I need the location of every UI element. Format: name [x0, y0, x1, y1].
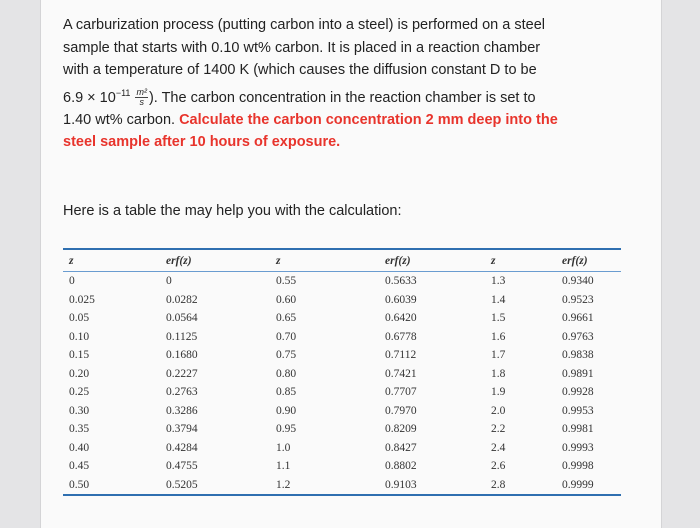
header-erf-2: erf(z) [385, 254, 411, 267]
erf-cell: 0.9891 [562, 367, 594, 380]
question-line-6 [63, 131, 623, 154]
question-card [40, 0, 662, 528]
erf-cell: 0.8209 [385, 423, 417, 436]
question-line-2: sample that starts with 0.10 wt% carbon. It is placed in a reaction chamber [63, 39, 541, 56]
erf-cell: 0.6039 [385, 293, 417, 306]
table-row [63, 402, 621, 421]
z-cell: 0.50 [69, 478, 90, 491]
z-cell: 0.40 [69, 441, 90, 454]
question-task-highlight: Calculate the carbon concentration 2 mm deep into the [179, 111, 558, 128]
z-cell: 0.35 [69, 423, 90, 436]
z-cell: 0.025 [69, 293, 95, 306]
table-row [63, 309, 621, 328]
erf-cell: 0.2763 [166, 386, 198, 399]
table-row [63, 291, 621, 310]
table-row [63, 328, 621, 347]
table-row [63, 272, 621, 291]
z-cell: 0.30 [69, 404, 90, 417]
diffusion-unit-fraction [135, 88, 148, 107]
erf-cell: 0.3286 [166, 404, 198, 417]
erf-cell: 0.5633 [385, 275, 417, 288]
table-body [63, 272, 621, 494]
erf-cell: 0.1125 [166, 330, 198, 343]
erf-cell: 0.6420 [385, 312, 417, 325]
table-row [63, 476, 621, 495]
z-cell: 2.2 [491, 423, 506, 436]
z-cell: 0.45 [69, 460, 90, 473]
z-cell: 0.60 [276, 293, 297, 306]
z-cell: 1.4 [491, 293, 506, 306]
helper-text: Here is a table the may help you with the calculation: [63, 203, 402, 219]
z-cell: 0.70 [276, 330, 297, 343]
question-line-1: A carburization process (putting carbon into a steel) is performed on a steel [63, 17, 545, 33]
erf-table [63, 248, 621, 496]
erf-cell: 0.7112 [385, 349, 417, 362]
z-cell: 0.85 [276, 386, 297, 399]
question-line-5-normal: 1.40 wt% carbon. [63, 111, 176, 128]
erf-cell: 0.9103 [385, 478, 417, 491]
erf-cell: 0.9838 [562, 349, 594, 362]
table-row [63, 457, 621, 476]
header-erf-1: erf(z) [166, 254, 192, 267]
erf-cell: 0.7421 [385, 367, 417, 380]
erf-cell: 0.7970 [385, 404, 417, 417]
erf-cell: 0.4755 [166, 460, 198, 473]
question-line-3: with a temperature of 1400 K (which causes the diffusion constant D to be [63, 62, 537, 78]
question-task-highlight-2: steel sample after 10 hours of exposure. [63, 134, 341, 151]
erf-cell: 0.3794 [166, 423, 198, 436]
table-bottom-rule [63, 494, 621, 496]
erf-cell: 0 [166, 275, 172, 288]
z-cell: 2.4 [491, 441, 506, 454]
table-row [63, 346, 621, 365]
erf-cell: 0.7707 [385, 386, 417, 399]
z-cell: 1.0 [276, 441, 291, 454]
erf-cell: 0.9953 [562, 404, 594, 417]
erf-cell: 0.9981 [562, 423, 594, 436]
unit-denominator: s [139, 97, 144, 107]
z-cell: 2.6 [491, 460, 506, 473]
erf-cell: 0.5205 [166, 478, 198, 491]
z-cell: 1.9 [491, 386, 506, 399]
z-cell: 0.65 [276, 312, 297, 325]
table-row [63, 365, 621, 384]
erf-cell: 0.4284 [166, 441, 198, 454]
unit-numerator: m² [136, 87, 147, 97]
header-erf-3: erf(z) [562, 254, 588, 267]
z-cell: 1.1 [276, 460, 291, 473]
z-cell: 0.80 [276, 367, 297, 380]
erf-cell: 0.9999 [562, 478, 594, 491]
question-line-4 [63, 82, 623, 109]
question-line-4-suffix: ). The carbon concentration in the reaction chamber is set to [148, 89, 536, 106]
diffusion-coefficient-exponent: −11 [115, 87, 131, 98]
table-row [63, 383, 621, 402]
z-cell: 1.5 [491, 312, 506, 325]
z-cell: 0.10 [69, 330, 90, 343]
z-cell: 1.2 [276, 478, 291, 491]
erf-cell: 0.9661 [562, 312, 594, 325]
z-cell: 1.3 [491, 275, 506, 288]
erf-cell: 0.6778 [385, 330, 417, 343]
z-cell: 0.55 [276, 275, 297, 288]
erf-cell: 0.0282 [166, 293, 198, 306]
erf-cell: 0.1680 [166, 349, 198, 362]
erf-cell: 0.9928 [562, 386, 594, 399]
erf-cell: 0.8427 [385, 441, 417, 454]
erf-cell: 0.2227 [166, 367, 198, 380]
z-cell: 0.25 [69, 386, 90, 399]
header-z-2: z [276, 254, 281, 267]
erf-cell: 0.9340 [562, 275, 594, 288]
z-cell: 0.20 [69, 367, 90, 380]
question-text [63, 14, 623, 154]
erf-cell: 0.9998 [562, 460, 594, 473]
z-cell: 1.7 [491, 349, 506, 362]
erf-cell: 0.9993 [562, 441, 594, 454]
z-cell: 1.8 [491, 367, 506, 380]
table-header-row [63, 250, 621, 271]
z-cell: 0.90 [276, 404, 297, 417]
table-row [63, 439, 621, 458]
header-z-3: z [491, 254, 496, 267]
z-cell: 0.95 [276, 423, 297, 436]
table-row [63, 420, 621, 439]
z-cell: 0 [69, 275, 75, 288]
erf-cell: 0.8802 [385, 460, 417, 473]
erf-cell: 0.9763 [562, 330, 594, 343]
z-cell: 0.05 [69, 312, 90, 325]
erf-cell: 0.0564 [166, 312, 198, 325]
z-cell: 1.6 [491, 330, 506, 343]
diffusion-coefficient-mantissa: 6.9 × 10 [63, 89, 116, 106]
z-cell: 2.8 [491, 478, 506, 491]
header-z-1: z [69, 254, 74, 267]
z-cell: 0.75 [276, 349, 297, 362]
z-cell: 2.0 [491, 404, 506, 417]
z-cell: 0.15 [69, 349, 90, 362]
question-line-5 [63, 109, 623, 132]
erf-cell: 0.9523 [562, 293, 594, 306]
